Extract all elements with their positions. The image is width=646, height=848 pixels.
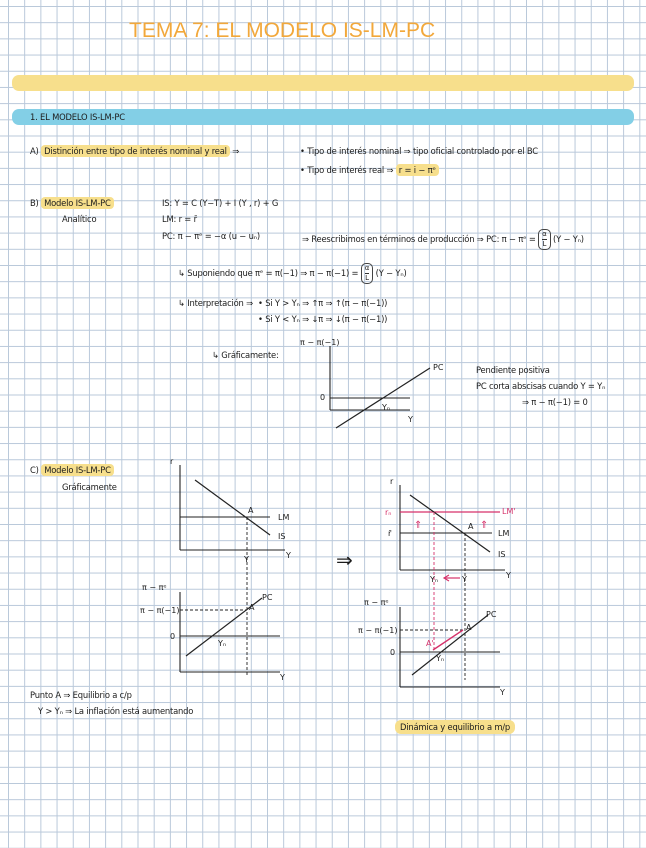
right-islm-point: A — [468, 522, 474, 531]
conclusion-1: Punto A ⇒ Equilibrio a c/p — [30, 690, 132, 700]
pc-graph — [290, 340, 450, 430]
right-islm-y-label: r — [390, 477, 394, 486]
part-c-sub: Gráficamente — [62, 482, 117, 492]
left-islm-y-label: r — [170, 457, 174, 466]
alpha-over-l-fraction-2 — [361, 263, 373, 284]
assumption-tail: (Y − Yₙ) — [375, 268, 407, 278]
interpretation-2: • Si Y < Yₙ ⇒ ↓π ⇒ ↓(π − π(−1)) — [258, 314, 388, 324]
assumption-line — [178, 263, 407, 284]
part-b-heading — [30, 198, 114, 208]
pc-graph-pc-label: PC — [433, 363, 444, 372]
pc-eq: π − πᵉ = −α (u − uₙ) — [177, 231, 260, 241]
note-2: PC corta abscisas cuando Y = Yₙ — [476, 381, 606, 391]
left-is-curve — [195, 480, 270, 535]
right-pc-y-label: π − πᵉ — [364, 598, 389, 607]
pc-rewrite-text: ⇒ Reescribimos en términos de producción ⇒ PC: π − πᵉ = — [302, 234, 536, 244]
right-up-arrow-1: ⇑ — [414, 520, 423, 531]
is-eq: Y = C (Y−T) + I (Y , r) + G — [174, 198, 279, 208]
real-rate-formula: r = i − πᵉ — [396, 164, 439, 176]
conclusion-2: Y > Yₙ ⇒ La inflación está aumentando — [38, 706, 194, 716]
fraction-numerator: α — [542, 230, 547, 238]
left-pc-yn: Yₙ — [218, 639, 227, 648]
dynamics-label — [395, 722, 515, 732]
interpretation-label: ↳ Interpretación ⇒ — [178, 298, 253, 308]
pc-equation — [162, 231, 260, 241]
lm-label: LM: — [162, 214, 177, 224]
part-b-title: Modelo IS-LM-PC — [41, 197, 114, 209]
right-pc-point2: A' — [426, 639, 434, 648]
right-islm-graph — [380, 470, 530, 585]
part-a-heading — [30, 146, 239, 156]
right-islm-y-mark: Y — [462, 575, 467, 584]
right-pc-point: A — [466, 623, 472, 632]
left-pc-zero: 0 — [170, 632, 176, 641]
big-arrow: ⇒ — [336, 548, 353, 572]
fraction-denominator: L — [542, 240, 547, 248]
left-islm-graph — [160, 450, 300, 570]
note-1: Pendiente positiva — [476, 365, 550, 375]
pc-label: PC: — [162, 231, 176, 241]
part-a-prefix: A) — [30, 146, 39, 156]
right-islm-yn: Yₙ — [430, 575, 439, 584]
part-b-prefix: B) — [30, 198, 39, 208]
part-c-title: Modelo IS-LM-PC — [41, 464, 114, 476]
left-pc-y-label: π − πᵉ — [142, 583, 167, 592]
right-is-label: IS — [498, 550, 506, 559]
left-lm-label: LM — [278, 513, 290, 522]
pc-graph-y-label: π − π(−1) — [300, 338, 340, 347]
right-pc-yn: Yₙ — [436, 654, 445, 663]
part-a-bullet2 — [300, 165, 439, 175]
pc-graph-x-label: Y — [408, 415, 413, 424]
fraction-denominator-2: L — [365, 274, 369, 282]
yellow-band — [12, 75, 634, 91]
right-pc-tick: π − π(−1) — [358, 626, 398, 635]
right-pc-x-label: Y — [500, 688, 505, 697]
part-a-highlight: Distinción entre tipo de interés nominal y real — [41, 145, 230, 157]
left-pc-label: PC — [262, 593, 273, 602]
section-heading: 1. EL MODELO IS-LM-PC — [30, 112, 125, 122]
pc-rewrite — [302, 229, 584, 250]
right-pc-curve — [412, 615, 488, 675]
left-is-label: IS — [278, 532, 286, 541]
interpretation-1: • Si Y > Yₙ ⇒ ↑π ⇒ ↑(π − π(−1)) — [258, 298, 388, 308]
lm-equation — [162, 214, 197, 224]
part-b-sub: Analítico — [62, 214, 97, 224]
left-islm-y-mark: Y — [244, 555, 249, 564]
part-c-heading — [30, 465, 114, 475]
graphically-label: ↳ Gráficamente: — [212, 350, 279, 360]
assumption-text: ↳ Suponiendo que πᵉ = π(−1) ⇒ π − π(−1) = — [178, 268, 359, 278]
right-lm-new-label: LM' — [502, 507, 516, 516]
lm-eq: r = r̄ — [178, 214, 197, 224]
left-pc-x-label: Y — [280, 673, 285, 682]
alpha-over-l-fraction — [538, 229, 550, 250]
right-up-arrow-2: ⇑ — [480, 520, 489, 531]
is-label: IS: — [162, 198, 173, 208]
note-3: ⇒ π − π(−1) = 0 — [522, 397, 588, 407]
pc-rewrite-tail: (Y − Yₙ) — [553, 234, 584, 244]
right-islm-x-label: Y — [506, 571, 511, 580]
left-pc-point: A — [249, 603, 255, 612]
right-pc-graph — [360, 595, 520, 705]
right-rbar-label: r̄ — [388, 529, 392, 538]
right-rn-label: rₙ — [385, 508, 392, 517]
left-islm-x-label: Y — [286, 551, 291, 560]
left-islm-point: A — [248, 506, 254, 515]
right-pc-label: PC — [486, 610, 497, 619]
is-equation — [162, 198, 278, 208]
pc-graph-yn: Yₙ — [382, 403, 391, 412]
page-title: TEMA 7: EL MODELO IS-LM-PC — [129, 19, 436, 42]
pc-graph-zero: 0 — [320, 393, 326, 402]
part-a-bullet2-text: • Tipo de interés real ⇒ — [300, 165, 394, 175]
left-pc-graph — [140, 580, 300, 690]
part-a-arrow: ⇒ — [232, 146, 240, 156]
dynamics-highlight: Dinámica y equilibrio a m/p — [395, 720, 515, 734]
right-lm-label: LM — [498, 529, 510, 538]
part-a-bullet1: • Tipo de interés nominal ⇒ tipo oficial controlado por el BC — [300, 146, 538, 156]
right-pc-zero: 0 — [390, 648, 396, 657]
fraction-numerator-2: α — [364, 264, 370, 272]
left-pc-tick: π − π(−1) — [140, 606, 180, 615]
part-c-prefix: C) — [30, 465, 39, 475]
